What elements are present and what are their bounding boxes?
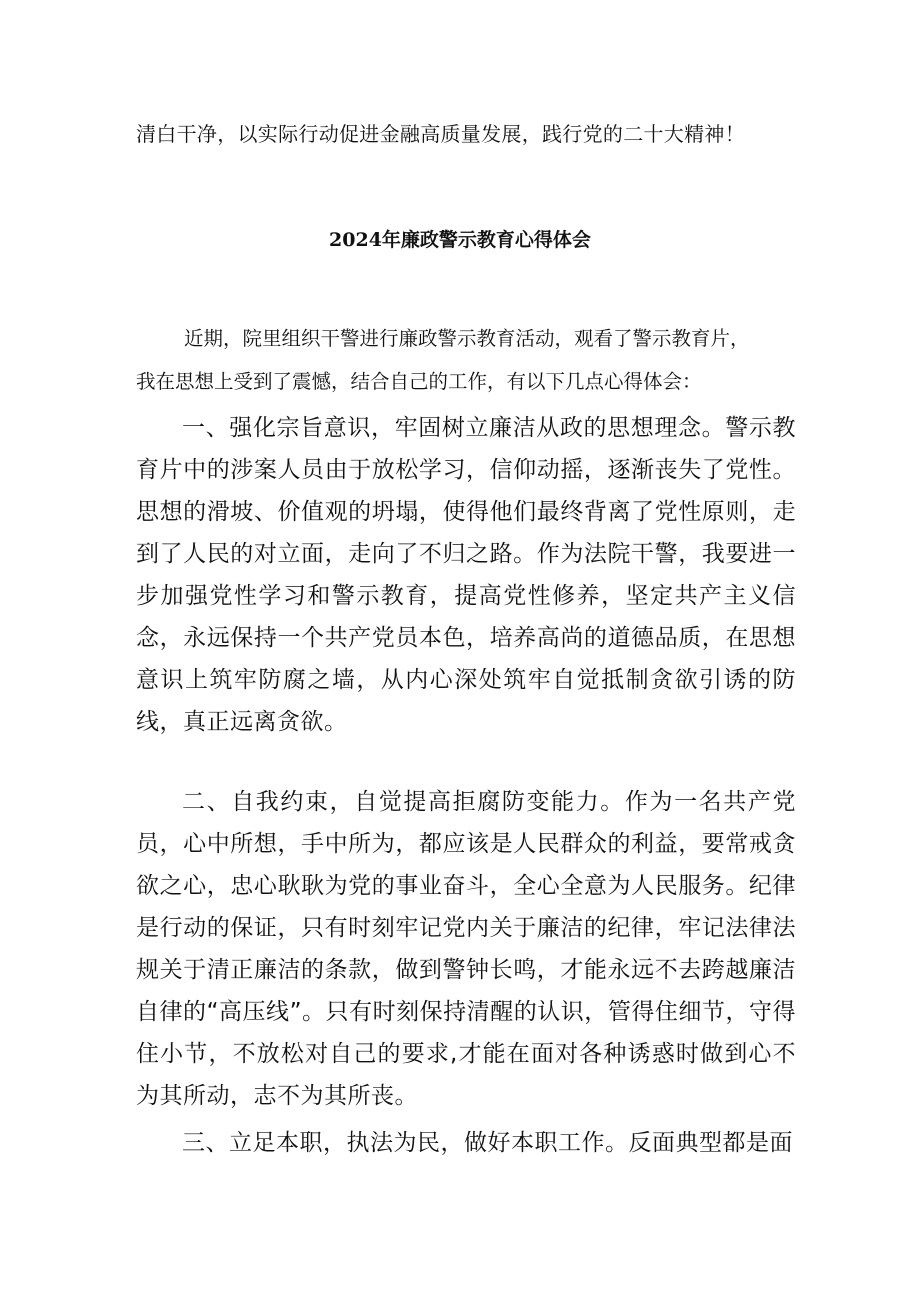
- paragraph-3: 三、立足本职，执法为民，做好本职工作。反面典型都是面: [182, 1130, 793, 1156]
- continued-text-line: 清白干净，以实际行动促进金融高质量发展，践行党的二十大精神！: [136, 122, 745, 146]
- document-title: 2024年廉政警示教育心得体会: [329, 229, 591, 251]
- intro-line-2: 我在思想上受到了震憾，结合自己的工作，有以下几点心得体会：: [136, 370, 702, 393]
- paragraph-1: 一、强化宗旨意识，牢固树立廉洁从政的思想理念。警示教育片中的涉案人员由于放松学习，信仰动摇，逐渐丧失了党性。思想的滑坡、价值观的坍塌，使得他们最终背离了党性原则，走到了人民的对立面，走向了不归之路。作为法院干警，我要进一步加强党性学习和警示教育，提高党性修养，坚定共产主义信念，永远保持一个共产党员本色，培养高尚的道德品质，在思想意识上筑牢防腐之墙，从内心深处筑牢自觉抵制贪欲引诱的防线，真正远离贪欲。: [136, 415, 796, 735]
- intro-line-1: 近期，院里组织干警进行廉政警示教育活动，观看了警示教育片，: [184, 327, 750, 350]
- paragraph-2: 二、自我约束，自觉提高拒腐防变能力。作为一名共产党员，心中所想，手中所为，都应该是人民群众的利益，要常戒贪欲之心，忠心耿耿为党的事业奋斗，全心全意为人民服务。纪律是行动的保证，只有时刻牢记党内关于廉洁的纪律，牢记法律法规关于清正廉洁的条款，做到警钟长鸣，才能永远不去跨越廉洁自律的“高压线”。只有时刻保持清醒的认识，管得住细节，守得住小节，不放松对自己的要求,才能在面对各种诱惑时做到心不为其所动，志不为其所丧。: [136, 789, 796, 1109]
